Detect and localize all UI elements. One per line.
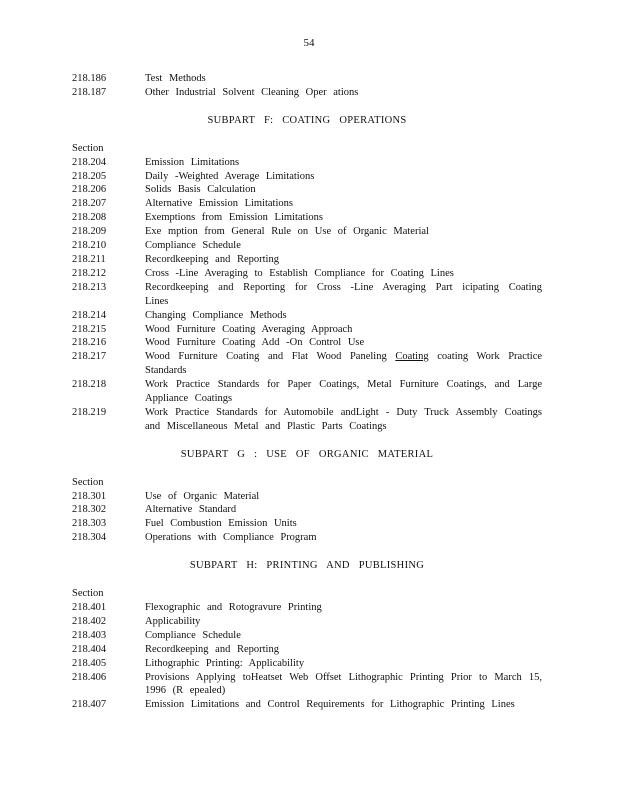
section-label: Section xyxy=(72,588,104,600)
section-title: Wood Furniture Coating Averaging Approach xyxy=(145,323,353,335)
section-number: 218.301 xyxy=(72,490,107,502)
toc-entry xyxy=(72,72,542,86)
section-title: Emission Limitations xyxy=(145,156,240,168)
section-title: Compliance Schedule xyxy=(145,240,241,252)
section-number: 218.187 xyxy=(72,86,107,98)
section-number: 218.304 xyxy=(72,532,107,544)
section-number: 218.406 xyxy=(72,671,107,683)
section-title: Other Industrial Solvent Cleaning Oper ations xyxy=(145,86,359,98)
toc-entry xyxy=(72,267,542,281)
section-title: Solids Basis Calculation xyxy=(145,184,256,196)
section-title: Flexographic and Rotogravure Printing xyxy=(145,602,322,613)
section-number: 218.216 xyxy=(72,337,107,349)
toc-entry xyxy=(72,406,542,434)
section-title: Provisions Applying toHeatset Web Offset Lithographic Printing Prior to March 15, 1996 (R epealed) xyxy=(145,671,542,697)
section-title: Exemptions from Emission Limitations xyxy=(145,212,323,224)
toc-entry xyxy=(72,531,542,545)
section-title: Exe mption from General Rule on Use of Organic Material xyxy=(145,226,429,238)
section-number: 218.212 xyxy=(72,267,107,279)
section-title: Applicability xyxy=(145,615,201,627)
toc-entry xyxy=(72,629,542,643)
subpart-heading: SUBPART F: COATING OPERATIONS xyxy=(207,114,407,126)
section-title: Test Methods xyxy=(145,73,206,84)
section-title: Use of Organic Material xyxy=(145,490,260,502)
toc-entry xyxy=(72,615,542,629)
subpart-heading: SUBPART H: PRINTING AND PUBLISHING xyxy=(189,560,425,572)
section-title: Daily -Weighted Average Limitations xyxy=(145,170,315,182)
section-title: Work Practice Standards for Paper Coatings, Metal Furniture Coatings, and Large Appliance Coatings xyxy=(145,379,542,405)
section-label: Section xyxy=(72,142,104,154)
toc-entry xyxy=(72,253,542,267)
section-number: 218.210 xyxy=(72,240,107,252)
toc-entry xyxy=(72,517,542,531)
section-title: Alternative Emission Limitations xyxy=(145,198,293,210)
section-number: 218.404 xyxy=(72,643,107,655)
section-number: 218.204 xyxy=(72,156,107,168)
section-title: Recordkeeping and Reporting xyxy=(145,643,279,655)
section-number: 218.206 xyxy=(72,184,107,196)
toc-entry xyxy=(72,239,542,253)
section-number: 218.403 xyxy=(72,629,107,641)
toc-entry xyxy=(72,657,542,671)
section-title: Lithographic Printing: Applicability xyxy=(145,657,305,669)
toc-entry xyxy=(72,698,542,712)
toc-entry xyxy=(72,183,542,197)
toc-entry xyxy=(72,211,542,225)
section-title: Changing Compliance Methods xyxy=(145,309,287,321)
title-text: coating Work Practice Standards xyxy=(145,351,543,377)
toc-entry xyxy=(72,601,542,615)
toc-entry xyxy=(72,156,542,170)
section-title: Cross -Line Averaging to Establish Compliance for Coating Lines xyxy=(145,267,454,279)
section-label: Section xyxy=(72,476,104,488)
section-number: 218.209 xyxy=(72,226,107,238)
title-text: Wood Furniture Coating and Flat Wood Paneling xyxy=(145,351,387,363)
toc-entry xyxy=(72,281,542,309)
section-title: Emission Limitations and Control Requirements for Lithographic Printing Lines xyxy=(145,699,515,711)
section-number: 218.217 xyxy=(72,351,107,363)
section-number: 218.218 xyxy=(72,379,107,391)
section-title: Compliance Schedule xyxy=(145,629,241,641)
toc-entry xyxy=(72,86,542,100)
toc-entry xyxy=(72,197,542,211)
section-title: Recordkeeping and Reporting for Cross -Line Averaging Part icipating Coating Lines xyxy=(145,281,542,307)
section-number: 218.214 xyxy=(72,309,107,321)
section-title: Recordkeeping and Reporting xyxy=(145,253,279,265)
toc-entry xyxy=(72,225,542,239)
toc-entry xyxy=(72,643,542,657)
subpart-heading: SUBPART G : USE OF ORGANIC MATERIAL xyxy=(180,448,434,460)
toc-entry xyxy=(72,503,542,517)
section-number: 218.208 xyxy=(72,212,107,224)
table-of-contents xyxy=(72,72,542,712)
toc-entry xyxy=(72,350,542,378)
section-number: 218.402 xyxy=(72,615,107,627)
section-number: 218.215 xyxy=(72,323,107,335)
section-title: Work Practice Standards for Automobile andLight - Duty Truck Assembly Coatings and Miscellaneous Metal and Plastic Parts Coatings xyxy=(145,406,542,432)
section-number: 218.219 xyxy=(72,406,107,418)
section-number: 218.407 xyxy=(72,699,107,711)
section-number: 218.405 xyxy=(72,657,107,669)
section-title: Wood Furniture Coating Add -On Control Use xyxy=(145,337,365,349)
section-number: 218.211 xyxy=(72,253,106,265)
section-title: Fuel Combustion Emission Units xyxy=(145,518,297,530)
toc-entry xyxy=(72,378,542,406)
section-number: 218.205 xyxy=(72,170,107,182)
section-title xyxy=(145,350,542,378)
toc-entry xyxy=(72,309,542,323)
section-number: 218.213 xyxy=(72,281,107,293)
toc-entry xyxy=(72,336,542,350)
section-number: 218.207 xyxy=(72,198,107,210)
section-number: 218.302 xyxy=(72,504,107,516)
section-number: 218.303 xyxy=(72,518,107,530)
section-title: Operations with Compliance Program xyxy=(145,532,317,544)
toc-entry xyxy=(72,170,542,184)
section-number: 218.186 xyxy=(72,73,107,84)
toc-entry xyxy=(72,490,542,504)
toc-entry xyxy=(72,323,542,337)
section-title: Alternative Standard xyxy=(145,504,237,516)
section-number: 218.401 xyxy=(72,602,107,613)
page-number: 54 xyxy=(303,37,315,49)
underlined-word: Coating xyxy=(395,351,429,363)
toc-entry xyxy=(72,671,542,699)
